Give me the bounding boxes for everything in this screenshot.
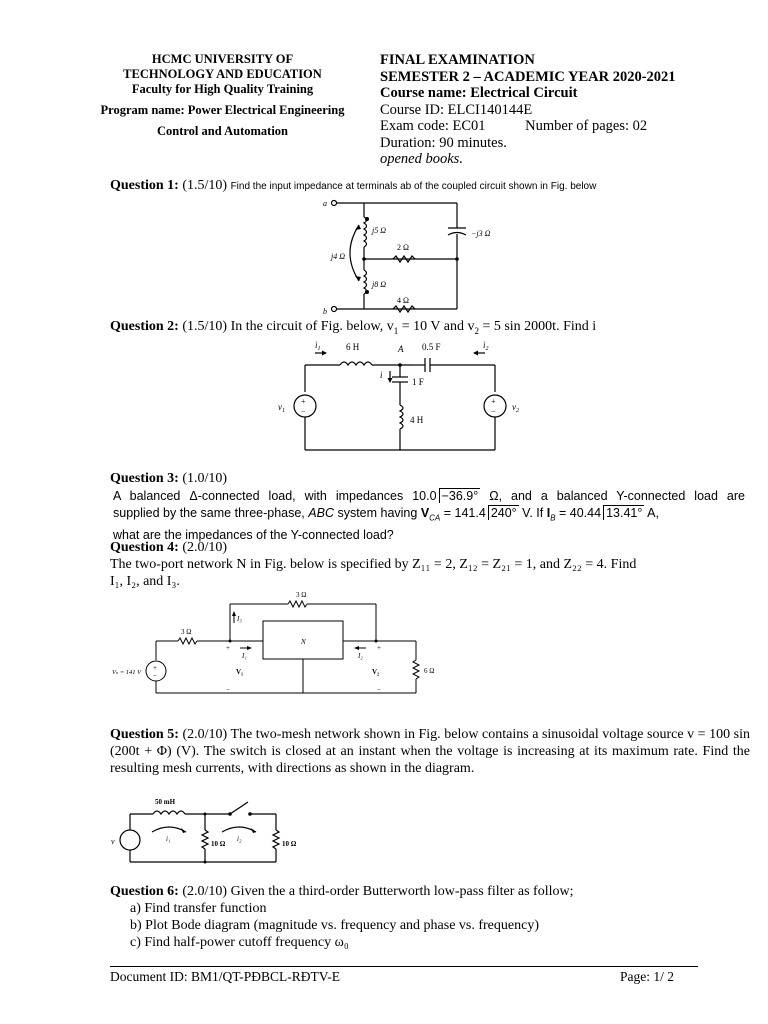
question-1-score: (1.5/10) [182,178,228,193]
question-6-item-c: c) Find half-power cutoff frequency ω₀ [130,935,349,950]
duration: Duration: 90 minutes. [380,134,507,151]
figure-2-circuit [270,335,540,460]
fig3-r6: 6 Ω [424,667,435,675]
question-1 [110,177,730,195]
fig3-i2: I₂ [358,652,363,660]
fig3-v2: V₂ [372,668,380,676]
fig4-i2: i₂ [237,835,242,843]
fig3-n: N [301,638,306,646]
question-3-angle-3: 13.41° [603,505,644,520]
question-3-angle-2: 240° [488,505,519,520]
fig2-v2: $v_2$ [512,402,519,414]
question-5 [110,726,750,777]
question-1-text: Find the input impedance at terminals ab of the coupled circuit shown in Fig. below [230,181,597,192]
fig2-v2-plus: + [491,397,496,406]
fig3-plus-2: + [377,644,381,652]
fig4-v: v [111,837,115,846]
program-name: Program name: Power Electrical Engineering [100,103,345,117]
question-4-label: Question 4: [110,540,179,555]
fig2-v1-plus: + [301,397,306,406]
fig1-r2: 2 Ω [397,243,409,252]
fig1-j8: j8 Ω [372,280,387,289]
fig1-terminal-b: b [323,307,327,316]
footer-document-id: Document ID: BM1/QT-PĐBCL-RĐTV-E [110,969,341,984]
figure-4-two-mesh-network [108,792,308,874]
question-1-label: Question 1: [110,178,179,193]
semester: SEMESTER 2 – ACADEMIC YEAR 2020-2021 [380,68,676,85]
fig2-node-a: A [398,344,404,354]
exam-code-row [380,118,710,135]
question-3-score: (1.0/10) [182,471,228,486]
question-2-label: Question 2: [110,319,179,334]
figure-3-two-port-network [108,588,448,706]
fig3-i1: I₁ [242,652,247,660]
fig2-v1-minus: − [301,407,306,416]
figure-1-coupled-circuit [315,195,515,320]
question-2-text-b: = 10 V and v [398,319,475,334]
question-2-text-c: = 5 sin 2000t. Find i [478,319,597,334]
faculty-name: Faculty for High Quality Training [131,82,314,96]
question-6-item-b: b) Plot Bode diagram (magnitude vs. frequency and phase vs. frequency) [130,918,539,933]
fig2-i2: $i_2$ [483,340,489,352]
question-5-label: Question 5: [110,727,179,742]
question-6-text: Given the a third-order Butterworth low-pass filter as follow; [230,884,574,899]
books-note: opened books. [380,151,463,167]
fig2-i: i [380,370,383,380]
question-3-line-2: supplied by the same three-phase, ABC system having $V_{CA} = 141.4$ 240° V. If $I_B = 40.44$ 13.41° A, [113,506,659,523]
question-6-score: (2.0/10) [182,884,228,899]
fig1-j5: j5 Ω [372,226,387,235]
question-2-sub2: 2 [474,325,479,336]
question-6 [110,883,750,951]
fig2-i1: $i_1$ [315,340,321,352]
course-name: Course name: Electrical Circuit [380,85,578,101]
question-5-text: The two-mesh network shown in Fig. below contains a sinusoidal voltage source v = 100 sin (200t + Φ) (V). The switch is closed at an instant when the voltage is increasing at its maximum rate. Find the resulting mesh currents, with directions as shown in the diagram. [110,727,751,776]
fig3-minus-1: − [226,686,230,694]
exam-title: FINAL EXAMINATION [380,52,535,68]
fig2-4h: 4 H [410,415,424,425]
question-3-body [113,488,745,544]
university-name-2: TECHNOLOGY AND EDUCATION [123,67,322,81]
footer-page-number: Page: 1/ 2 [620,969,674,984]
fig2-6h: 6 H [346,342,360,352]
fig2-1f: 1 F [412,377,424,387]
header-left [80,52,365,139]
fig1-j4: j4 Ω [331,252,346,261]
question-6-item-a: a) Find transfer function [130,901,267,916]
question-3-label: Question 3: [110,471,179,486]
question-2-score: (1.5/10) [182,319,228,334]
question-3-angle-1: −36.9° [439,488,481,503]
fig4-50mh: 50 mH [155,798,176,806]
fig3-v1: V₁ [236,668,244,676]
fig3-source-minus: − [153,672,157,680]
fig3-i3: I₃ [237,615,242,623]
header-right [380,52,710,168]
fig3-r3-left: 3 Ω [181,628,192,636]
question-2-text-a: In the circuit of Fig. below, v [230,319,394,334]
exam-code: Exam code: EC01 [380,118,486,134]
question-6-list [110,900,750,951]
program-name-2: Control and Automation [156,124,289,138]
fig3-source-plus: + [153,664,157,672]
fig4-i1: i₁ [166,835,171,843]
question-3-line-3: what are the impedances of the Y-connected load? [113,527,394,542]
fig1-terminal-a: a [323,199,327,208]
fig3-r3-top: 3 Ω [296,591,307,599]
course-id: Course ID: ELCI140144E [380,101,533,118]
question-3-header [110,470,750,487]
question-6-label: Question 6: [110,884,179,899]
question-4-line-2: I₁, I₂, and I₃. [110,574,180,589]
question-4-line-1: The two-port network N in Fig. below is specified by Z₁₁ = 2, Z₁₂ = Z₂₁ = 1, and Z₂₂ = 4. Find [110,557,637,572]
fig3-vs: Vₛ = 141 V [112,669,142,676]
fig1-neg-j3: −j3 Ω [471,229,491,238]
footer-divider [110,966,698,967]
university-name-1: HCMC UNIVERSITY OF [151,52,294,66]
fig3-minus-2: − [377,686,381,694]
question-4 [110,539,750,590]
fig2-v1: $v_1$ [278,402,285,414]
fig4-r10-a: 10 Ω [211,840,226,848]
fig3-plus-1: + [226,644,230,652]
number-of-pages: Number of pages: 02 [525,118,648,134]
fig2-v2-minus: − [491,407,496,416]
fig2-05f: 0.5 F [422,342,441,352]
question-5-score: (2.0/10) [182,727,228,742]
question-2-sub1: 1 [393,325,399,336]
question-4-score: (2.0/10) [182,540,228,555]
question-3-line-1: A balanced Δ-connected load, with impedances 10.0 −36.9° Ω, and a balanced Y-connected load are [113,489,745,503]
fig1-r4: 4 Ω [397,296,409,305]
fig4-r10-b: 10 Ω [282,840,297,848]
